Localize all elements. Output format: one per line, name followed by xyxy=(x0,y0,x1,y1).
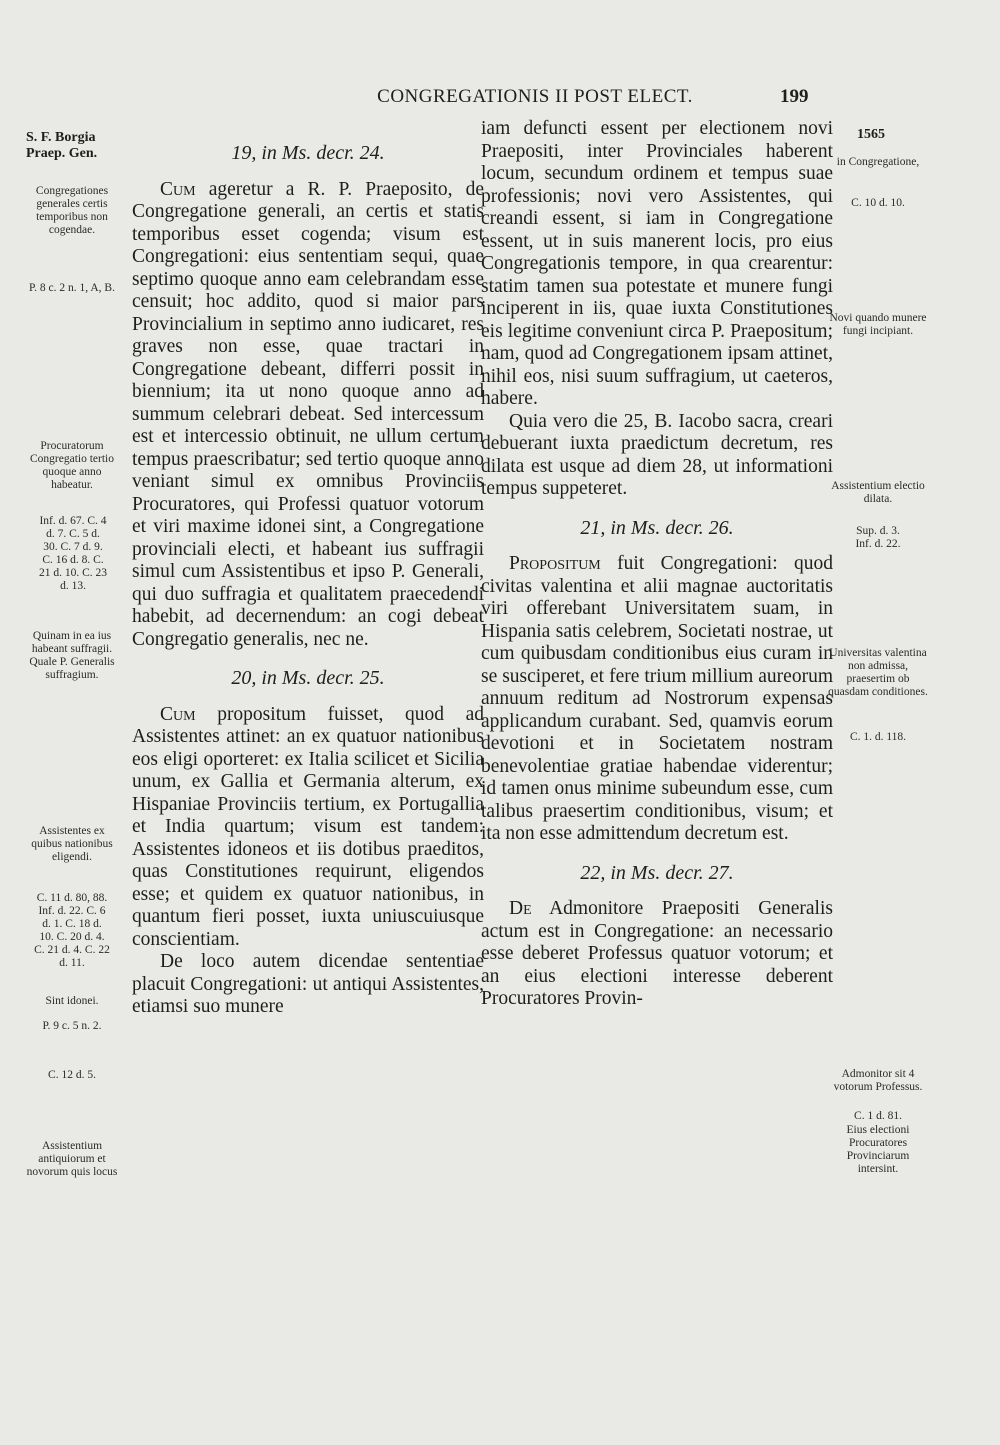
left-header xyxy=(26,130,97,162)
decree-20-title: 20, in Ms. decr. 25. xyxy=(231,667,385,689)
continued-text-2: Quia vero die 25, B. Iacobo sacra, creari debuerant iuxta praedictum decretum, res dilata est usque ad diem 28, ut informationi tempus suppeteret. xyxy=(481,410,833,499)
margin-note: Sint idonei. xyxy=(45,995,99,1007)
margin-note: Novi quando munere fungi incipiant. xyxy=(829,312,927,337)
margin-ref: C. 10 d. 10. xyxy=(851,197,905,209)
margin-ref: C. 12 d. 5. xyxy=(48,1069,96,1081)
margin-note: in Congregatione, xyxy=(836,156,920,168)
left-header-line-2: Praep. Gen. xyxy=(26,146,98,161)
margin-note: Assistentes ex quibus nationibus eligendi. xyxy=(31,825,113,863)
right-column xyxy=(481,118,833,1011)
decree-22-lead: De xyxy=(509,898,532,919)
left-header-line-1: S. F. Borgia xyxy=(26,130,96,145)
margin-note: Universitas valentina non admissa, praesertim ob quasdam conditiones. xyxy=(828,647,928,698)
margin-ref: C. 1. d. 118. xyxy=(849,731,907,743)
decree-21-text: Propositum fuit Congregationi: quod civitas valentina et alii magnae auctoritatis viri offerebant Universitatem suam, in Hispania satis celebrem, Societati nostrae, ut cum quibusdam conditionibus eius curam in se susciperet, et fere trium millium aureorum annuum reditum ad Nostrorum expensas applicandum curabant. Sed, quamvis eorum devotioni et in Societatem nostram benevolentiae gratiae habendae viderentur; id tamen onus minime subeundum esse, cum talibus praesertim conditionibus, visum; et ita non esse admittendum decretum est. xyxy=(481,553,834,844)
running-head: CONGREGATIONIS II POST ELECT. xyxy=(377,86,693,107)
margin-note: Quinam in ea ius habeant suffragii. Quale P. Generalis suffragium. xyxy=(29,630,115,681)
margin-ref: C. 1 d. 81. xyxy=(854,1110,902,1122)
right-header: 1565 xyxy=(857,127,885,142)
decree-21-lead: Propositum xyxy=(509,553,601,574)
margin-ref: P. 9 c. 5 n. 2. xyxy=(42,1020,102,1032)
decree-19-lead: Cum xyxy=(160,178,196,200)
left-column xyxy=(132,112,484,1019)
decree-20-lead: Cum xyxy=(160,703,196,725)
margin-note: Congregationes generales certis temporibus non cogendae. xyxy=(35,185,109,236)
margin-ref: Inf. d. 67. C. 4 d. 7. C. 5 d. 30. C. 7 d. 9. C. 16 d. 8. C. 21 d. 10. C. 23 d. 13. xyxy=(38,515,108,592)
decree-22-title: 22, in Ms. decr. 27. xyxy=(580,861,734,884)
decree-20-text: Cum propositum fuisset, quod ad Assistentes attinet: an ex quatuor nationibus eos eligi oporteret: ex Italia scilicet et Sicilia unum, ex Gallia et Germania alterum, ex Hispaniae Provinciis tertium, ex Portugallia et India quartum; visum est tandem: Assistentes idoneos et iis dotibus praeditos, quas Constitutiones requirunt, eligendos esse; et quidem ex quatuor nationibus, in quantum fieri posset, iuxta uniuscuiusque conscientiam. xyxy=(132,703,485,950)
decree-20-text-2: De loco autem dicendae sententiae placuit Congregationi: ut antiqui Assistentes, etiamsi suo munere xyxy=(132,951,484,1017)
margin-note: Assistentium electio dilata. xyxy=(831,480,925,505)
decree-21-title: 21, in Ms. decr. 26. xyxy=(580,516,734,539)
margin-ref: Sup. d. 3. Inf. d. 22. xyxy=(855,525,901,550)
page-number: 199 xyxy=(780,86,809,107)
decree-22-text: De Admonitore Praepositi Generalis actum est in Congregatione: an necessario esse deberet Professus quatuor votorum; et an eius electioni interesse deberent Procuratores Provin- xyxy=(481,898,833,1009)
margin-ref: P. 8 c. 2 n. 1, A, B. xyxy=(29,282,115,294)
continued-text: iam defuncti essent per electionem novi Praepositi, inter Provinciales haberent locum, secundum ordinem et tempus suae professionis; novi vero Assistentes, qui creandi essent, si iam in Congregatione essent, ut in suis manerent locis, pro eius Congregationis tempore, in qua crearentur: statim tamen sua potestate et munere fungi inciperent in iis, quae iuxta Constitutiones eis legitime conveniunt circa P. Praepositum; nam, quod ad Congregationem ipsam attinet, nihil eos, nisi suum suffragium, ut caeteros, habere. xyxy=(481,118,833,409)
decree-19-text: Cum agеretur a R. P. Praeposito, de Congregatione generali, an certis et statis temporibus esset cogenda; visum est Congregationi: eius sententiam sequi, quae septimo quoque anno eam celebrandam esse censuit; hoc addito, quod si maior pars Provincialium in septimo anno iudicaret, res graves non esse, quae tractari in Congregatione debeant, differri possit in biennium; ita ut nono quoque anno ad summum celebrari debeat. Sed intercessum est et intercessio obtinuit, ne ullum certum tempus praescribatur; sed tertio quoque anno veniant simul ex omnibus Provinciis Procuratores, qui Professi quatuor votorum et viri maxime idonei sint, a Congregatione provinciali electi, et habeant ius suffragii simul cum Assistentibus et ipso P. Generali, qui duo suffragia et qualitatem praecedendi habebit, ad decernendum: an cogi debeat Congregatio generalis, nec ne. xyxy=(132,178,484,650)
margin-note: Admonitor sit 4 votorum Professus. xyxy=(833,1068,923,1093)
margin-note: Procuratorum Congregatio tertio quoque anno habeatur. xyxy=(30,440,114,491)
margin-ref: C. 11 d. 80, 88. Inf. d. 22. C. 6 d. 1. C. 18 d. 10. C. 20 d. 4. C. 21 d. 4. C. 22 d. 11. xyxy=(34,892,110,969)
margin-note: Assistentium antiquiorum et novorum quis locus xyxy=(26,1140,118,1178)
margin-note: Eius electioni Procuratores Provinciarum intersint. xyxy=(846,1124,910,1175)
decree-19-title: 19, in Ms. decr. 24. xyxy=(231,142,385,164)
